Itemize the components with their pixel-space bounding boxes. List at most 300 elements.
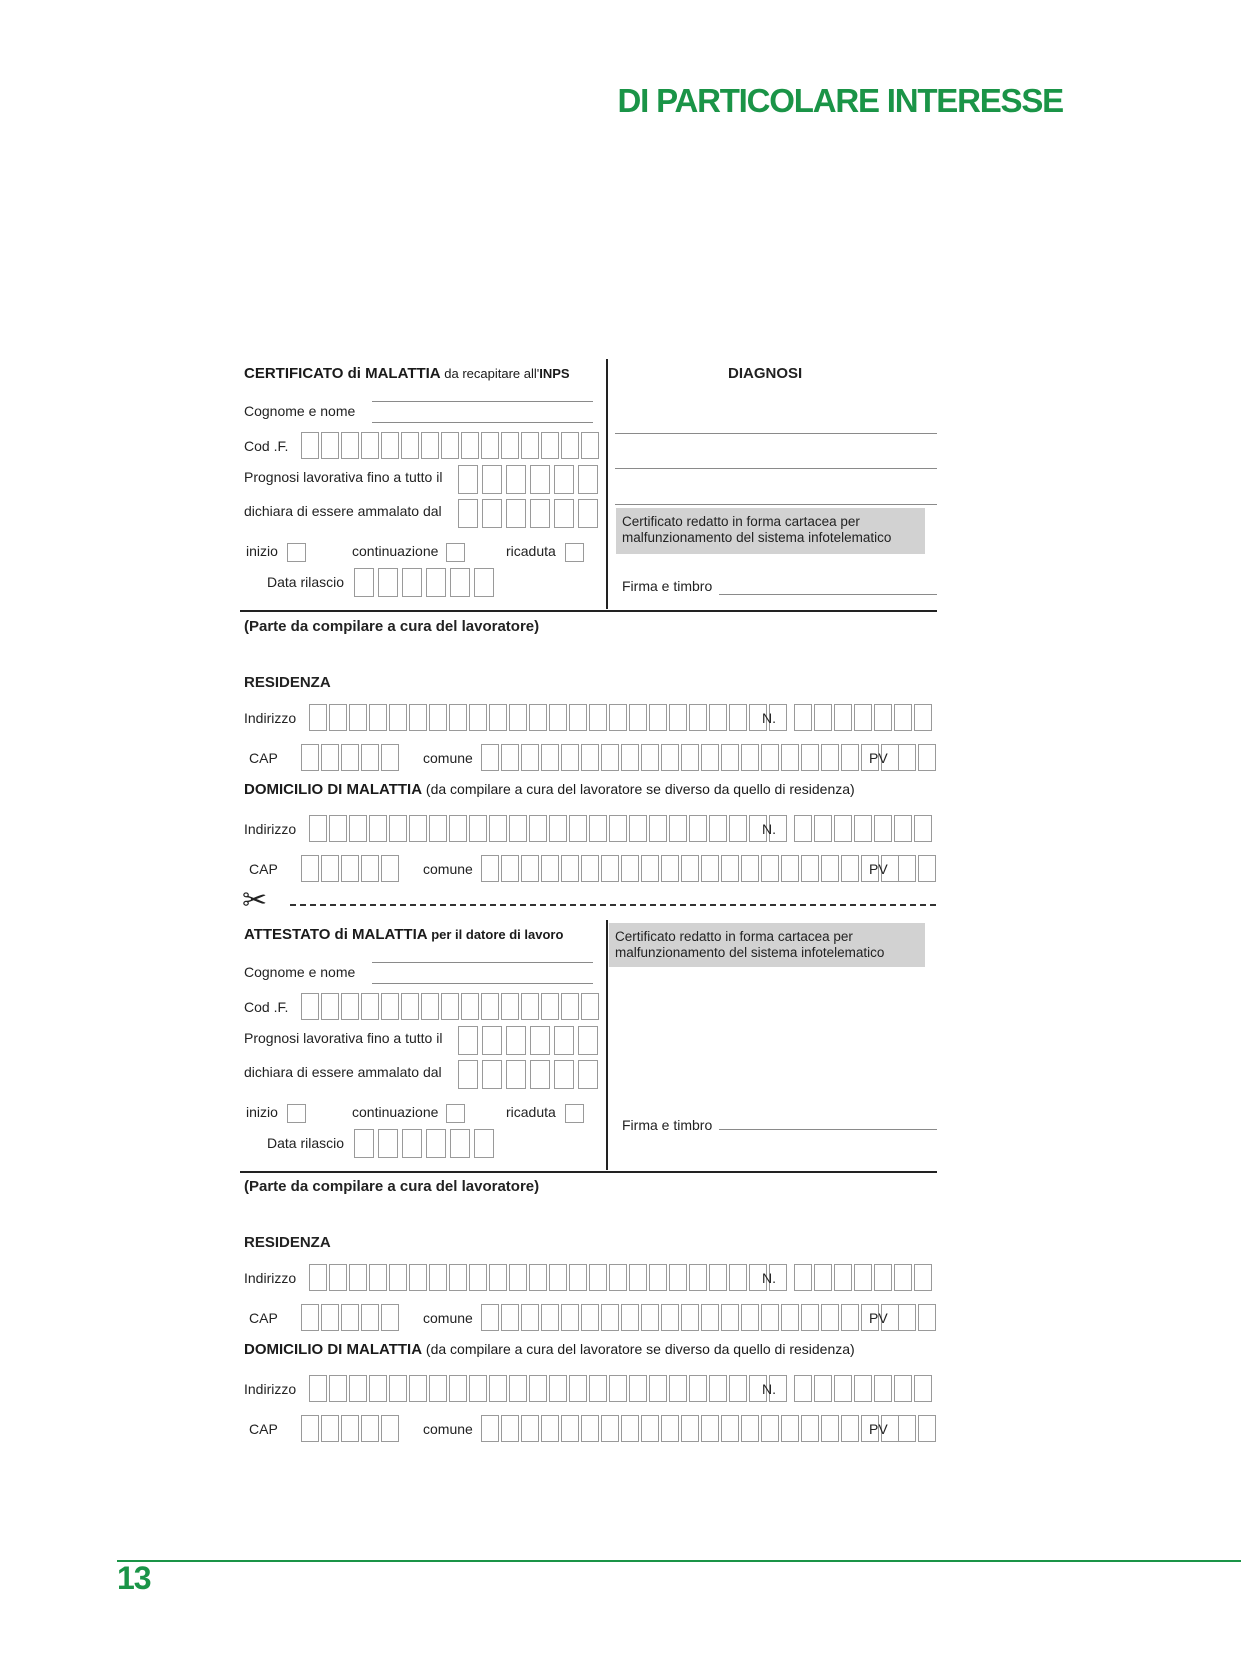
cert-worker-res-comune-boxes-cell[interactable] xyxy=(501,744,519,771)
attestato-worker-res-indirizzo-boxes-cell[interactable] xyxy=(689,1264,707,1291)
attestato-codf-boxes-cell[interactable] xyxy=(581,993,599,1020)
cert-codf-boxes-cell[interactable] xyxy=(541,432,559,459)
attestato-worker-dom-comune-boxes-cell[interactable] xyxy=(761,1415,779,1442)
cert-worker-res-comune-boxes-cell[interactable] xyxy=(721,744,739,771)
cert-codf-boxes-cell[interactable] xyxy=(501,432,519,459)
attestato-worker-dom-comune-boxes-cell[interactable] xyxy=(621,1415,639,1442)
attestato-worker-dom-indirizzo-boxes-cell[interactable] xyxy=(489,1375,507,1402)
cert-worker-dom-comune-boxes-cell[interactable] xyxy=(641,855,659,882)
attestato-inizio-checkbox-cell[interactable] xyxy=(287,1104,306,1123)
cert-data-rilascio-boxes-cell[interactable] xyxy=(426,568,446,597)
attestato-worker-dom-indirizzo-boxes-cell[interactable] xyxy=(509,1375,527,1402)
cert-worker-res-comune-boxes-cell[interactable] xyxy=(641,744,659,771)
cert-worker-res-indirizzo-boxes-cell[interactable] xyxy=(669,704,687,731)
attestato-data-rilascio-boxes-cell[interactable] xyxy=(402,1129,422,1158)
cert-worker-dom-pv-boxes-cell[interactable] xyxy=(898,855,916,882)
cert-worker-res-indirizzo-boxes-cell[interactable] xyxy=(329,704,347,731)
attestato-worker-dom-comune-boxes-cell[interactable] xyxy=(601,1415,619,1442)
attestato-worker-res-cap-boxes-cell[interactable] xyxy=(321,1304,339,1331)
attestato-worker-dom-indirizzo-boxes-cell[interactable] xyxy=(389,1375,407,1402)
cert-worker-dom-comune-boxes-cell[interactable] xyxy=(701,855,719,882)
cert-worker-res-comune-boxes-cell[interactable] xyxy=(801,744,819,771)
attestato-worker-res-n-boxes-cell[interactable] xyxy=(854,1264,872,1291)
cert-worker-res-comune-boxes-cell[interactable] xyxy=(821,744,839,771)
attestato-worker-res-indirizzo-boxes-cell[interactable] xyxy=(489,1264,507,1291)
cert-worker-dom-indirizzo-boxes-cell[interactable] xyxy=(509,815,527,842)
attestato-worker-res-n-boxes-cell[interactable] xyxy=(834,1264,852,1291)
cert-worker-dom-indirizzo-boxes-cell[interactable] xyxy=(349,815,367,842)
cert-worker-dom-cap-boxes-cell[interactable] xyxy=(321,855,339,882)
attestato-worker-dom-comune-boxes-cell[interactable] xyxy=(481,1415,499,1442)
cert-worker-res-indirizzo-boxes-cell[interactable] xyxy=(409,704,427,731)
attestato-worker-res-indirizzo-boxes-cell[interactable] xyxy=(549,1264,567,1291)
attestato-worker-res-comune-boxes-cell[interactable] xyxy=(801,1304,819,1331)
attestato-data-rilascio-boxes-cell[interactable] xyxy=(354,1129,374,1158)
cert-prognosi-boxes-cell[interactable] xyxy=(578,465,598,494)
cert-worker-dom-n-boxes-cell[interactable] xyxy=(894,815,912,842)
cert-worker-dom-indirizzo-boxes-cell[interactable] xyxy=(709,815,727,842)
cert-codf-boxes-cell[interactable] xyxy=(321,432,339,459)
attestato-worker-dom-comune-boxes-cell[interactable] xyxy=(561,1415,579,1442)
cert-worker-dom-comune-boxes-cell[interactable] xyxy=(481,855,499,882)
diagnosi-line-1[interactable] xyxy=(615,433,937,434)
attestato-worker-res-comune-boxes-cell[interactable] xyxy=(681,1304,699,1331)
cert-worker-dom-comune-boxes-cell[interactable] xyxy=(581,855,599,882)
cert-dichiara-boxes-cell[interactable] xyxy=(506,499,526,528)
attestato-worker-res-indirizzo-boxes-cell[interactable] xyxy=(709,1264,727,1291)
cert-worker-res-cap-boxes-cell[interactable] xyxy=(301,744,319,771)
attestato-prognosi-boxes-cell[interactable] xyxy=(578,1026,598,1055)
cert-worker-res-indirizzo-boxes-cell[interactable] xyxy=(489,704,507,731)
attestato-worker-dom-indirizzo-boxes-cell[interactable] xyxy=(309,1375,327,1402)
attestato-worker-dom-n-boxes-cell[interactable] xyxy=(874,1375,892,1402)
attestato-worker-dom-indirizzo-boxes-cell[interactable] xyxy=(449,1375,467,1402)
attestato-worker-res-comune-boxes-cell[interactable] xyxy=(841,1304,859,1331)
attestato-dichiara-boxes-cell[interactable] xyxy=(482,1060,502,1089)
attestato-worker-res-indirizzo-boxes-cell[interactable] xyxy=(309,1264,327,1291)
attestato-worker-res-pv-boxes-cell[interactable] xyxy=(918,1304,936,1331)
attestato-worker-dom-indirizzo-boxes-cell[interactable] xyxy=(329,1375,347,1402)
cert-worker-dom-comune-boxes-cell[interactable] xyxy=(681,855,699,882)
cert-worker-dom-comune-boxes-cell[interactable] xyxy=(781,855,799,882)
cert-prognosi-boxes-cell[interactable] xyxy=(530,465,550,494)
cert-worker-res-indirizzo-boxes-cell[interactable] xyxy=(729,704,747,731)
cert-worker-dom-comune-boxes-cell[interactable] xyxy=(721,855,739,882)
cert-worker-res-indirizzo-boxes-cell[interactable] xyxy=(349,704,367,731)
cert-worker-dom-n-boxes-cell[interactable] xyxy=(854,815,872,842)
cert-dichiara-boxes-cell[interactable] xyxy=(482,499,502,528)
cert-data-rilascio-boxes-cell[interactable] xyxy=(474,568,494,597)
attestato-dichiara-boxes-cell[interactable] xyxy=(458,1060,478,1089)
cert-worker-dom-comune-boxes-cell[interactable] xyxy=(821,855,839,882)
cert-worker-res-indirizzo-boxes-cell[interactable] xyxy=(469,704,487,731)
attestato-worker-dom-indirizzo-boxes-cell[interactable] xyxy=(709,1375,727,1402)
cert-worker-dom-n-boxes-cell[interactable] xyxy=(914,815,932,842)
cert-worker-dom-comune-boxes-cell[interactable] xyxy=(501,855,519,882)
attestato-worker-dom-comune-boxes-cell[interactable] xyxy=(681,1415,699,1442)
cert-worker-res-indirizzo-boxes-cell[interactable] xyxy=(389,704,407,731)
cert-worker-res-comune-boxes-cell[interactable] xyxy=(761,744,779,771)
cert-worker-dom-indirizzo-boxes-cell[interactable] xyxy=(409,815,427,842)
attestato-worker-res-n-boxes-cell[interactable] xyxy=(914,1264,932,1291)
cert-worker-res-indirizzo-boxes-cell[interactable] xyxy=(529,704,547,731)
attestato-worker-dom-indirizzo-boxes-cell[interactable] xyxy=(569,1375,587,1402)
cert-worker-res-n-boxes-cell[interactable] xyxy=(814,704,832,731)
attestato-worker-dom-indirizzo-boxes-cell[interactable] xyxy=(409,1375,427,1402)
cert-worker-dom-indirizzo-boxes-cell[interactable] xyxy=(529,815,547,842)
attestato-worker-res-indirizzo-boxes-cell[interactable] xyxy=(449,1264,467,1291)
cert-worker-res-cap-boxes-cell[interactable] xyxy=(321,744,339,771)
cert-cognome-line-1[interactable] xyxy=(372,401,593,402)
cert-prognosi-boxes-cell[interactable] xyxy=(554,465,574,494)
cert-worker-res-n-boxes-cell[interactable] xyxy=(794,704,812,731)
attestato-worker-res-indirizzo-boxes-cell[interactable] xyxy=(349,1264,367,1291)
cert-inizio-checkbox-cell[interactable] xyxy=(287,543,306,562)
attestato-dichiara-boxes-cell[interactable] xyxy=(554,1060,574,1089)
cert-worker-res-indirizzo-boxes-cell[interactable] xyxy=(309,704,327,731)
attestato-worker-res-indirizzo-boxes-cell[interactable] xyxy=(329,1264,347,1291)
cert-worker-res-n-boxes-cell[interactable] xyxy=(914,704,932,731)
cert-worker-dom-indirizzo-boxes-cell[interactable] xyxy=(549,815,567,842)
attestato-dichiara-boxes-cell[interactable] xyxy=(578,1060,598,1089)
attestato-worker-res-indirizzo-boxes-cell[interactable] xyxy=(669,1264,687,1291)
attestato-worker-dom-indirizzo-boxes-cell[interactable] xyxy=(429,1375,447,1402)
attestato-worker-dom-comune-boxes-cell[interactable] xyxy=(821,1415,839,1442)
cert-worker-dom-indirizzo-boxes-cell[interactable] xyxy=(309,815,327,842)
attestato-worker-res-cap-boxes-cell[interactable] xyxy=(361,1304,379,1331)
attestato-prognosi-boxes-cell[interactable] xyxy=(458,1026,478,1055)
cert-worker-dom-comune-boxes-cell[interactable] xyxy=(841,855,859,882)
cert-worker-dom-indirizzo-boxes-cell[interactable] xyxy=(369,815,387,842)
cert-worker-res-indirizzo-boxes-cell[interactable] xyxy=(449,704,467,731)
cert-codf-boxes-cell[interactable] xyxy=(381,432,399,459)
attestato-worker-dom-comune-boxes-cell[interactable] xyxy=(641,1415,659,1442)
cert-worker-dom-cap-boxes-cell[interactable] xyxy=(381,855,399,882)
attestato-continuazione-checkbox-cell[interactable] xyxy=(446,1104,465,1123)
attestato-data-rilascio-boxes-cell[interactable] xyxy=(474,1129,494,1158)
diagnosi-line-2[interactable] xyxy=(615,468,937,469)
cert-worker-res-indirizzo-boxes-cell[interactable] xyxy=(509,704,527,731)
attestato-worker-res-indirizzo-boxes-cell[interactable] xyxy=(409,1264,427,1291)
cert-dichiara-boxes-cell[interactable] xyxy=(458,499,478,528)
cert-worker-dom-cap-boxes-cell[interactable] xyxy=(361,855,379,882)
attestato-worker-dom-indirizzo-boxes-cell[interactable] xyxy=(729,1375,747,1402)
cert-worker-dom-comune-boxes-cell[interactable] xyxy=(741,855,759,882)
attestato-worker-res-indirizzo-boxes-cell[interactable] xyxy=(369,1264,387,1291)
attestato-worker-dom-pv-boxes-cell[interactable] xyxy=(918,1415,936,1442)
attestato-worker-res-comune-boxes-cell[interactable] xyxy=(761,1304,779,1331)
cert-worker-res-comune-boxes-cell[interactable] xyxy=(521,744,539,771)
cert-worker-res-comune-boxes-cell[interactable] xyxy=(681,744,699,771)
attestato-worker-res-comune-boxes-cell[interactable] xyxy=(701,1304,719,1331)
attestato-worker-res-comune-boxes-cell[interactable] xyxy=(601,1304,619,1331)
cert-worker-res-cap-boxes-cell[interactable] xyxy=(361,744,379,771)
attestato-worker-dom-indirizzo-boxes-cell[interactable] xyxy=(669,1375,687,1402)
attestato-worker-dom-comune-boxes-cell[interactable] xyxy=(541,1415,559,1442)
cert-worker-dom-indirizzo-boxes-cell[interactable] xyxy=(429,815,447,842)
cert-worker-res-comune-boxes-cell[interactable] xyxy=(701,744,719,771)
attestato-worker-res-comune-boxes-cell[interactable] xyxy=(741,1304,759,1331)
attestato-worker-dom-n-boxes-cell[interactable] xyxy=(894,1375,912,1402)
cert-worker-res-n-boxes-cell[interactable] xyxy=(834,704,852,731)
attestato-worker-dom-indirizzo-boxes-cell[interactable] xyxy=(649,1375,667,1402)
cert-worker-res-comune-boxes-cell[interactable] xyxy=(561,744,579,771)
attestato-worker-dom-comune-boxes-cell[interactable] xyxy=(581,1415,599,1442)
attestato-prognosi-boxes-cell[interactable] xyxy=(506,1026,526,1055)
cert-data-rilascio-boxes-cell[interactable] xyxy=(402,568,422,597)
attestato-worker-dom-comune-boxes-cell[interactable] xyxy=(781,1415,799,1442)
attestato-worker-res-n-boxes-cell[interactable] xyxy=(874,1264,892,1291)
cert-worker-dom-indirizzo-boxes-cell[interactable] xyxy=(649,815,667,842)
attestato-worker-dom-n-boxes-cell[interactable] xyxy=(854,1375,872,1402)
attestato-worker-res-indirizzo-boxes-cell[interactable] xyxy=(389,1264,407,1291)
attestato-worker-dom-comune-boxes-cell[interactable] xyxy=(701,1415,719,1442)
cert-ricaduta-checkbox-cell[interactable] xyxy=(565,543,584,562)
attestato-worker-res-cap-boxes-cell[interactable] xyxy=(381,1304,399,1331)
attestato-codf-boxes-cell[interactable] xyxy=(561,993,579,1020)
attestato-worker-dom-cap-boxes-cell[interactable] xyxy=(321,1415,339,1442)
cert-worker-res-indirizzo-boxes-cell[interactable] xyxy=(569,704,587,731)
cert-data-rilascio-boxes-cell[interactable] xyxy=(354,568,374,597)
cert-codf-boxes-cell[interactable] xyxy=(361,432,379,459)
attestato-codf-boxes-cell[interactable] xyxy=(361,993,379,1020)
cert-worker-res-comune-boxes-cell[interactable] xyxy=(741,744,759,771)
cert-codf-boxes-cell[interactable] xyxy=(561,432,579,459)
attestato-worker-dom-pv-boxes-cell[interactable] xyxy=(898,1415,916,1442)
attestato-worker-res-comune-boxes-cell[interactable] xyxy=(501,1304,519,1331)
attestato-worker-res-comune-boxes-cell[interactable] xyxy=(721,1304,739,1331)
attestato-worker-res-comune-boxes-cell[interactable] xyxy=(581,1304,599,1331)
cert-worker-res-indirizzo-boxes-cell[interactable] xyxy=(709,704,727,731)
attestato-cognome-line-2[interactable] xyxy=(372,983,593,984)
cert-worker-dom-indirizzo-boxes-cell[interactable] xyxy=(589,815,607,842)
attestato-worker-res-indirizzo-boxes-cell[interactable] xyxy=(429,1264,447,1291)
attestato-worker-res-cap-boxes-cell[interactable] xyxy=(341,1304,359,1331)
attestato-worker-dom-indirizzo-boxes-cell[interactable] xyxy=(529,1375,547,1402)
attestato-dichiara-boxes-cell[interactable] xyxy=(530,1060,550,1089)
attestato-worker-res-comune-boxes-cell[interactable] xyxy=(821,1304,839,1331)
attestato-cognome-line-1[interactable] xyxy=(372,962,593,963)
attestato-dichiara-boxes-cell[interactable] xyxy=(506,1060,526,1089)
cert-dichiara-boxes-cell[interactable] xyxy=(554,499,574,528)
attestato-worker-dom-indirizzo-boxes-cell[interactable] xyxy=(549,1375,567,1402)
cert-worker-dom-indirizzo-boxes-cell[interactable] xyxy=(489,815,507,842)
cert-worker-dom-n-boxes-cell[interactable] xyxy=(874,815,892,842)
attestato-worker-res-pv-boxes-cell[interactable] xyxy=(898,1304,916,1331)
attestato-worker-res-comune-boxes-cell[interactable] xyxy=(661,1304,679,1331)
attestato-codf-boxes-cell[interactable] xyxy=(481,993,499,1020)
cert-prognosi-boxes-cell[interactable] xyxy=(482,465,502,494)
attestato-worker-dom-cap-boxes-cell[interactable] xyxy=(341,1415,359,1442)
attestato-data-rilascio-boxes-cell[interactable] xyxy=(426,1129,446,1158)
cert-codf-boxes-cell[interactable] xyxy=(481,432,499,459)
attestato-codf-boxes-cell[interactable] xyxy=(401,993,419,1020)
attestato-worker-res-indirizzo-boxes-cell[interactable] xyxy=(469,1264,487,1291)
attestato-codf-boxes-cell[interactable] xyxy=(301,993,319,1020)
attestato-worker-dom-comune-boxes-cell[interactable] xyxy=(741,1415,759,1442)
cert-worker-dom-comune-boxes-cell[interactable] xyxy=(541,855,559,882)
attestato-worker-dom-comune-boxes-cell[interactable] xyxy=(721,1415,739,1442)
cert-worker-res-comune-boxes-cell[interactable] xyxy=(541,744,559,771)
cert-worker-res-comune-boxes-cell[interactable] xyxy=(581,744,599,771)
attestato-worker-res-comune-boxes-cell[interactable] xyxy=(621,1304,639,1331)
attestato-worker-dom-cap-boxes-cell[interactable] xyxy=(301,1415,319,1442)
attestato-worker-res-indirizzo-boxes-cell[interactable] xyxy=(589,1264,607,1291)
attestato-codf-boxes-cell[interactable] xyxy=(321,993,339,1020)
cert-codf-boxes-cell[interactable] xyxy=(441,432,459,459)
cert-worker-dom-pv-boxes-cell[interactable] xyxy=(918,855,936,882)
cert-codf-boxes-cell[interactable] xyxy=(401,432,419,459)
attestato-worker-res-comune-boxes-cell[interactable] xyxy=(521,1304,539,1331)
cert-worker-res-comune-boxes-cell[interactable] xyxy=(781,744,799,771)
cert-worker-dom-n-boxes-cell[interactable] xyxy=(814,815,832,842)
cert-worker-res-indirizzo-boxes-cell[interactable] xyxy=(429,704,447,731)
attestato-worker-res-indirizzo-boxes-cell[interactable] xyxy=(569,1264,587,1291)
attestato-worker-dom-n-boxes-cell[interactable] xyxy=(914,1375,932,1402)
cert-worker-res-n-boxes-cell[interactable] xyxy=(854,704,872,731)
cert-worker-res-indirizzo-boxes-cell[interactable] xyxy=(369,704,387,731)
cert-worker-res-comune-boxes-cell[interactable] xyxy=(841,744,859,771)
cert-worker-dom-indirizzo-boxes-cell[interactable] xyxy=(469,815,487,842)
cert-worker-res-pv-boxes-cell[interactable] xyxy=(918,744,936,771)
cert-worker-dom-cap-boxes-cell[interactable] xyxy=(341,855,359,882)
attestato-prognosi-boxes-cell[interactable] xyxy=(530,1026,550,1055)
cert-worker-dom-comune-boxes-cell[interactable] xyxy=(621,855,639,882)
cert-dichiara-boxes-cell[interactable] xyxy=(578,499,598,528)
attestato-codf-boxes-cell[interactable] xyxy=(341,993,359,1020)
cert-worker-res-comune-boxes-cell[interactable] xyxy=(621,744,639,771)
cert-worker-dom-comune-boxes-cell[interactable] xyxy=(521,855,539,882)
cert-data-rilascio-boxes-cell[interactable] xyxy=(378,568,398,597)
attestato-worker-dom-n-boxes-cell[interactable] xyxy=(834,1375,852,1402)
attestato-worker-res-n-boxes-cell[interactable] xyxy=(894,1264,912,1291)
cert-worker-dom-indirizzo-boxes-cell[interactable] xyxy=(689,815,707,842)
attestato-worker-res-comune-boxes-cell[interactable] xyxy=(641,1304,659,1331)
cert-worker-res-n-boxes-cell[interactable] xyxy=(894,704,912,731)
attestato-worker-dom-cap-boxes-cell[interactable] xyxy=(381,1415,399,1442)
attestato-worker-res-indirizzo-boxes-cell[interactable] xyxy=(629,1264,647,1291)
cert-worker-res-indirizzo-boxes-cell[interactable] xyxy=(649,704,667,731)
cert-codf-boxes-cell[interactable] xyxy=(521,432,539,459)
attestato-worker-dom-comune-boxes-cell[interactable] xyxy=(841,1415,859,1442)
attestato-worker-dom-indirizzo-boxes-cell[interactable] xyxy=(689,1375,707,1402)
cert-worker-dom-comune-boxes-cell[interactable] xyxy=(561,855,579,882)
attestato-worker-res-cap-boxes-cell[interactable] xyxy=(301,1304,319,1331)
attestato-worker-dom-indirizzo-boxes-cell[interactable] xyxy=(469,1375,487,1402)
attestato-worker-dom-indirizzo-boxes-cell[interactable] xyxy=(589,1375,607,1402)
attestato-worker-res-indirizzo-boxes-cell[interactable] xyxy=(509,1264,527,1291)
cert-worker-dom-indirizzo-boxes-cell[interactable] xyxy=(449,815,467,842)
cert-codf-boxes-cell[interactable] xyxy=(421,432,439,459)
attestato-worker-dom-comune-boxes-cell[interactable] xyxy=(801,1415,819,1442)
attestato-worker-res-comune-boxes-cell[interactable] xyxy=(481,1304,499,1331)
cert-worker-res-indirizzo-boxes-cell[interactable] xyxy=(609,704,627,731)
cert-worker-dom-indirizzo-boxes-cell[interactable] xyxy=(609,815,627,842)
attestato-ricaduta-checkbox-cell[interactable] xyxy=(565,1104,584,1123)
cert-worker-dom-n-boxes-cell[interactable] xyxy=(834,815,852,842)
cert-worker-res-cap-boxes-cell[interactable] xyxy=(341,744,359,771)
cert-worker-dom-indirizzo-boxes-cell[interactable] xyxy=(389,815,407,842)
attestato-worker-res-comune-boxes-cell[interactable] xyxy=(561,1304,579,1331)
cert-worker-res-pv-boxes-cell[interactable] xyxy=(898,744,916,771)
cert-worker-dom-indirizzo-boxes-cell[interactable] xyxy=(669,815,687,842)
cert-worker-dom-n-boxes-cell[interactable] xyxy=(794,815,812,842)
attestato-worker-res-comune-boxes-cell[interactable] xyxy=(541,1304,559,1331)
attestato-worker-res-comune-boxes-cell[interactable] xyxy=(781,1304,799,1331)
cert-dichiara-boxes-cell[interactable] xyxy=(530,499,550,528)
cert-worker-dom-indirizzo-boxes-cell[interactable] xyxy=(629,815,647,842)
attestato-worker-dom-n-boxes-cell[interactable] xyxy=(794,1375,812,1402)
diagnosi-line-3[interactable] xyxy=(615,504,937,505)
cert-codf-boxes-cell[interactable] xyxy=(341,432,359,459)
attestato-worker-dom-indirizzo-boxes-cell[interactable] xyxy=(629,1375,647,1402)
cert-prognosi-boxes-cell[interactable] xyxy=(458,465,478,494)
attestato-worker-res-indirizzo-boxes-cell[interactable] xyxy=(529,1264,547,1291)
attestato-prognosi-boxes-cell[interactable] xyxy=(482,1026,502,1055)
cert-cognome-line-2[interactable] xyxy=(372,422,593,423)
attestato-codf-boxes-cell[interactable] xyxy=(461,993,479,1020)
cert-codf-boxes-cell[interactable] xyxy=(461,432,479,459)
attestato-data-rilascio-boxes-cell[interactable] xyxy=(450,1129,470,1158)
cert-data-rilascio-boxes-cell[interactable] xyxy=(450,568,470,597)
attestato-codf-boxes-cell[interactable] xyxy=(541,993,559,1020)
attestato-worker-res-n-boxes-cell[interactable] xyxy=(814,1264,832,1291)
cert-continuazione-checkbox-cell[interactable] xyxy=(446,543,465,562)
attestato-worker-dom-comune-boxes-cell[interactable] xyxy=(521,1415,539,1442)
cert-worker-dom-comune-boxes-cell[interactable] xyxy=(801,855,819,882)
cert-worker-res-cap-boxes-cell[interactable] xyxy=(381,744,399,771)
attestato-firma-line[interactable] xyxy=(719,1129,937,1130)
cert-codf-boxes-cell[interactable] xyxy=(301,432,319,459)
cert-worker-dom-cap-boxes-cell[interactable] xyxy=(301,855,319,882)
cert-worker-res-comune-boxes-cell[interactable] xyxy=(601,744,619,771)
cert-worker-res-indirizzo-boxes-cell[interactable] xyxy=(549,704,567,731)
attestato-data-rilascio-boxes-cell[interactable] xyxy=(378,1129,398,1158)
cert-worker-res-comune-boxes-cell[interactable] xyxy=(481,744,499,771)
cert-firma-line[interactable] xyxy=(719,594,937,595)
attestato-worker-res-indirizzo-boxes-cell[interactable] xyxy=(649,1264,667,1291)
attestato-worker-dom-indirizzo-boxes-cell[interactable] xyxy=(349,1375,367,1402)
attestato-worker-res-n-boxes-cell[interactable] xyxy=(794,1264,812,1291)
attestato-worker-res-indirizzo-boxes-cell[interactable] xyxy=(609,1264,627,1291)
cert-worker-dom-comune-boxes-cell[interactable] xyxy=(661,855,679,882)
cert-worker-res-comune-boxes-cell[interactable] xyxy=(661,744,679,771)
cert-worker-res-indirizzo-boxes-cell[interactable] xyxy=(589,704,607,731)
cert-worker-dom-indirizzo-boxes-cell[interactable] xyxy=(329,815,347,842)
cert-worker-dom-comune-boxes-cell[interactable] xyxy=(761,855,779,882)
cert-worker-res-indirizzo-boxes-cell[interactable] xyxy=(629,704,647,731)
attestato-codf-boxes-cell[interactable] xyxy=(501,993,519,1020)
attestato-codf-boxes-cell[interactable] xyxy=(441,993,459,1020)
attestato-worker-dom-comune-boxes-cell[interactable] xyxy=(661,1415,679,1442)
attestato-codf-boxes-cell[interactable] xyxy=(421,993,439,1020)
cert-worker-dom-indirizzo-boxes-cell[interactable] xyxy=(729,815,747,842)
attestato-codf-boxes-cell[interactable] xyxy=(521,993,539,1020)
cert-worker-dom-indirizzo-boxes-cell[interactable] xyxy=(569,815,587,842)
attestato-prognosi-boxes-cell[interactable] xyxy=(554,1026,574,1055)
attestato-worker-dom-n-boxes-cell[interactable] xyxy=(814,1375,832,1402)
attestato-worker-dom-cap-boxes-cell[interactable] xyxy=(361,1415,379,1442)
cert-worker-res-n-boxes-cell[interactable] xyxy=(874,704,892,731)
attestato-worker-dom-indirizzo-boxes-cell[interactable] xyxy=(369,1375,387,1402)
cert-codf-boxes-cell[interactable] xyxy=(581,432,599,459)
attestato-worker-dom-indirizzo-boxes-cell[interactable] xyxy=(609,1375,627,1402)
attestato-worker-res-indirizzo-boxes-cell[interactable] xyxy=(729,1264,747,1291)
cert-prognosi-boxes-cell[interactable] xyxy=(506,465,526,494)
cert-worker-dom-comune-boxes-cell[interactable] xyxy=(601,855,619,882)
attestato-worker-dom-comune-boxes-cell[interactable] xyxy=(501,1415,519,1442)
cert-worker-res-indirizzo-boxes-cell[interactable] xyxy=(689,704,707,731)
